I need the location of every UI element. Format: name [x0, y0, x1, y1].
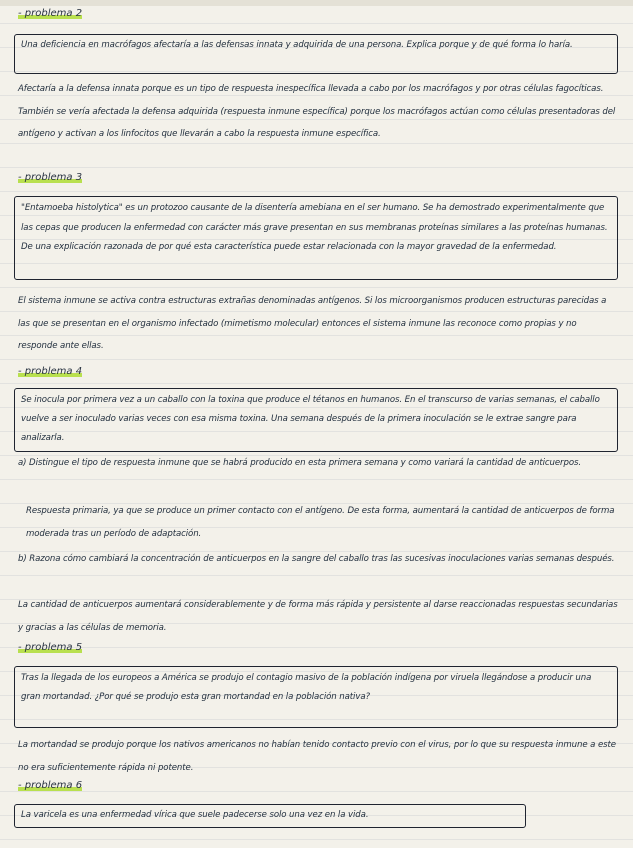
- problem-6-heading-text: - problema 6: [18, 780, 83, 791]
- problem-5-question: Tras la llegada de los europeos a América se produjo el contagio masivo de la población indígena por viruela llegándose a producir una gran mortandad. ¿Por qué se produjo esta gran mortandad en la población nativa?: [21, 673, 592, 702]
- problem-2-heading-text: - problema 2: [18, 8, 83, 19]
- problem-3-heading-text: - problema 3: [18, 172, 83, 183]
- problem-4-question-box: [14, 388, 618, 452]
- problem-5-heading-text: - problema 5: [18, 642, 83, 653]
- problem-6-question-box: [14, 804, 526, 828]
- problem-4-a-answer: Respuesta primaria, ya que se produce un primer contacto con el antígeno. De esta forma, aumentará la cantidad de anticuerpos de forma moderada tras un período de adaptación.: [26, 506, 615, 539]
- problem-4-b-question: b) Razona cómo cambiará la concentración de anticuerpos en la sangre del caballo tras las sucesivas inoculaciones varias semanas después.: [18, 554, 615, 564]
- problem-3-question: "Entamoeba histolytica" es un protozoo causante de la disentería amebiana en el ser humano. Se ha demostrado experimentalmente que las cepas que producen la enfermedad con carácter más grave presentan en sus membranas proteínas similares a las proteínas humanas. De una explicación razonada de por qué esta característica puede estar relacionada con la mayor gravedad de la enfermedad.: [21, 203, 608, 252]
- problem-4-b-answer: La cantidad de anticuerpos aumentará considerablemente y de forma más rápida y persistente al darse reaccionadas respuestas secundarias y gracias a las células de memoria.: [18, 600, 618, 633]
- problem-5-answer: La mortandad se produjo porque los nativos americanos no habían tenido contacto previo con el virus, por lo que su respuesta inmune a este no era suficientemente rápida ni potente.: [18, 740, 616, 773]
- problem-2-question-box: [14, 34, 618, 74]
- problem-4-a-question: a) Distingue el tipo de respuesta inmune que se habrá producido en esta primera semana y como variará la cantidad de anticuerpos.: [18, 458, 581, 468]
- page-top-edge: [0, 0, 633, 6]
- problem-6-question: La varicela es una enfermedad vírica que suele padecerse solo una vez en la vida.: [21, 810, 369, 820]
- problem-3-question-box: [14, 196, 618, 280]
- problem-4-question: Se inocula por primera vez a un caballo con la toxina que produce el tétanos en humanos. En el transcurso de varias semanas, el caballo vuelve a ser inoculado varias veces con esa misma toxina. Una semana después de la primera inoculación se le extrae sangre para analizarla.: [21, 395, 600, 443]
- problem-4-heading-text: - problema 4: [18, 366, 83, 377]
- problem-3-heading: [18, 172, 86, 183]
- problem-4-heading: [18, 366, 86, 377]
- problem-5-question-box: [14, 666, 618, 728]
- problem-2-answer: Afectaría a la defensa innata porque es un tipo de respuesta inespecífica llevada a cabo por los macrófagos y por otras células fagocíticas. También se vería afectada la defensa adquirida (respuesta inmune específica) porque los macrófagos actúan como células presentadoras del antígeno y activan a los linfocitos que llevarán a cabo la respuesta inmune específica.: [18, 84, 616, 139]
- problem-5-heading: [18, 642, 86, 653]
- problem-3-answer: El sistema inmune se activa contra estructuras extrañas denominadas antígenos. Si los microorganismos producen estructuras parecidas a las que se presentan en el organismo infectado (mimetismo molecular) entonces el sistema inmune las reconoce como propias y no responde ante ellas.: [18, 296, 607, 351]
- problem-2-heading: [18, 8, 86, 19]
- problem-2-question: Una deficiencia en macrófagos afectaría a las defensas innata y adquirida de una persona. Explica porque y de qué forma lo haría.: [21, 40, 573, 50]
- problem-6-heading: [18, 780, 86, 791]
